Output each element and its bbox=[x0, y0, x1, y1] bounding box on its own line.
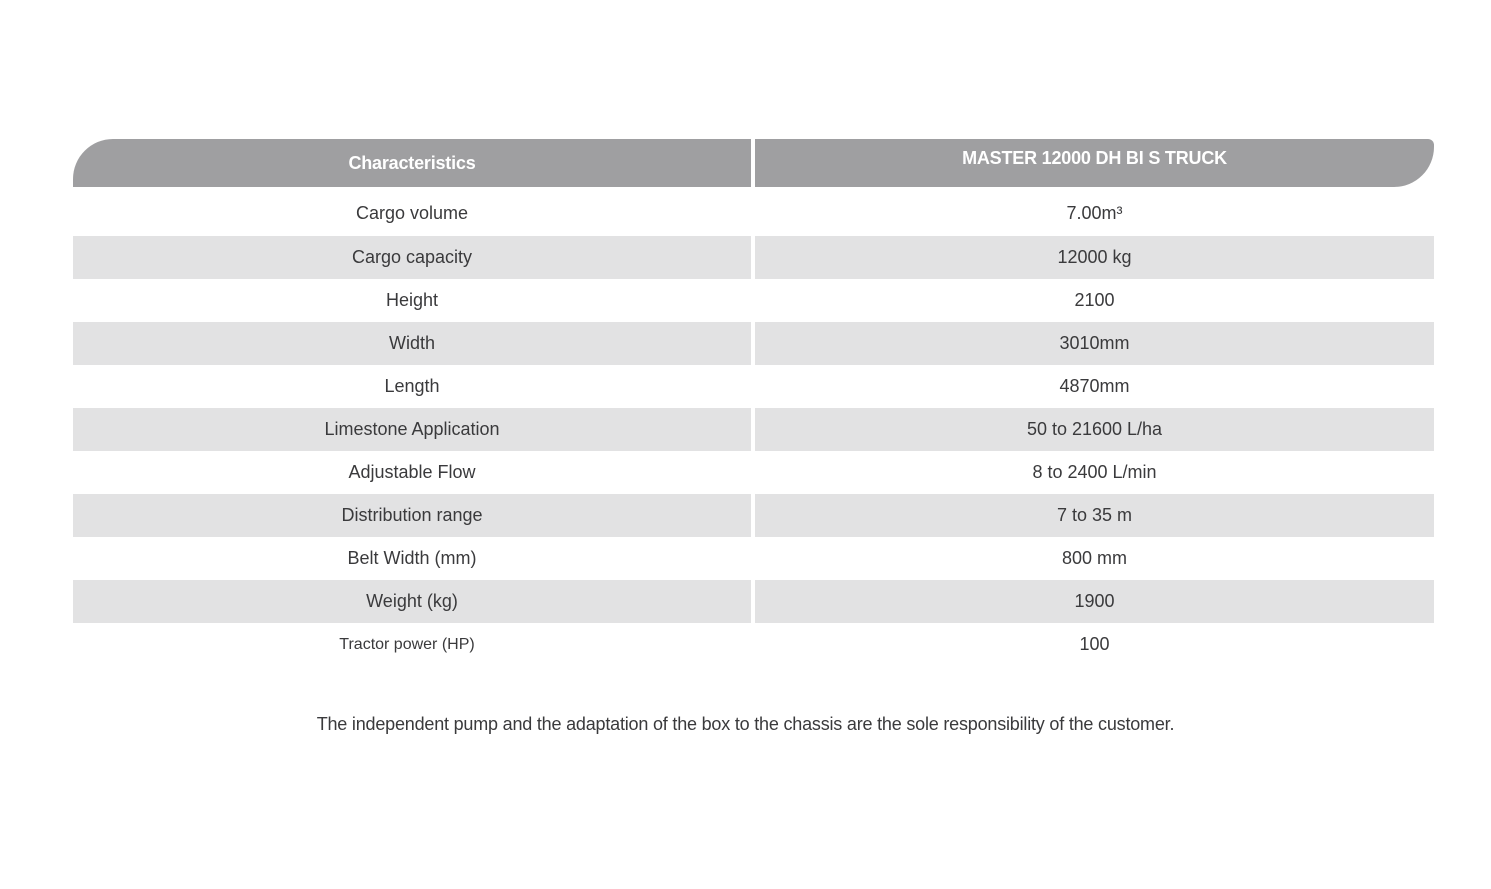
row-value: 3010mm bbox=[755, 322, 1434, 365]
row-value: 8 to 2400 L/min bbox=[1032, 462, 1157, 482]
row-value: 1900 bbox=[755, 580, 1434, 623]
row-value: 800 mm bbox=[1061, 548, 1128, 568]
header-model: MASTER 12000 DH BI S TRUCK bbox=[755, 139, 1434, 187]
row-value: 7.00m³ bbox=[1066, 203, 1123, 223]
row-label: Adjustable Flow bbox=[348, 462, 476, 482]
row-label: Tractor power (HP) bbox=[339, 635, 475, 653]
row-label: Weight (kg) bbox=[73, 580, 751, 623]
row-value: 100 bbox=[1079, 634, 1110, 654]
table-row bbox=[73, 451, 1434, 494]
table-row bbox=[73, 187, 1434, 236]
row-label: Belt Width (mm) bbox=[347, 548, 477, 568]
table-row bbox=[73, 236, 1434, 279]
row-label: Cargo volume bbox=[355, 203, 469, 223]
table-row bbox=[73, 408, 1434, 451]
row-value: 12000 kg bbox=[755, 236, 1434, 279]
row-value: 7 to 35 m bbox=[755, 494, 1434, 537]
table-row bbox=[73, 494, 1434, 537]
row-value: 2100 bbox=[1074, 290, 1115, 310]
table-row bbox=[73, 279, 1434, 322]
row-label: Distribution range bbox=[73, 494, 751, 537]
spec-table bbox=[73, 139, 1434, 666]
footnote: The independent pump and the adaptation of the box to the chassis are the sole responsibility of the customer. bbox=[316, 714, 1175, 734]
table-row bbox=[73, 623, 1434, 666]
header-characteristics: Characteristics bbox=[73, 139, 751, 187]
table-row bbox=[73, 580, 1434, 623]
row-label: Limestone Application bbox=[73, 408, 751, 451]
row-label: Length bbox=[384, 376, 440, 396]
row-label: Cargo capacity bbox=[73, 236, 751, 279]
row-value: 50 to 21600 L/ha bbox=[755, 408, 1434, 451]
table-header bbox=[73, 139, 1434, 187]
table-row bbox=[73, 322, 1434, 365]
row-label: Height bbox=[385, 290, 439, 310]
row-value: 4870mm bbox=[1059, 376, 1130, 396]
table-row bbox=[73, 537, 1434, 580]
row-label: Width bbox=[73, 322, 751, 365]
table-row bbox=[73, 365, 1434, 408]
